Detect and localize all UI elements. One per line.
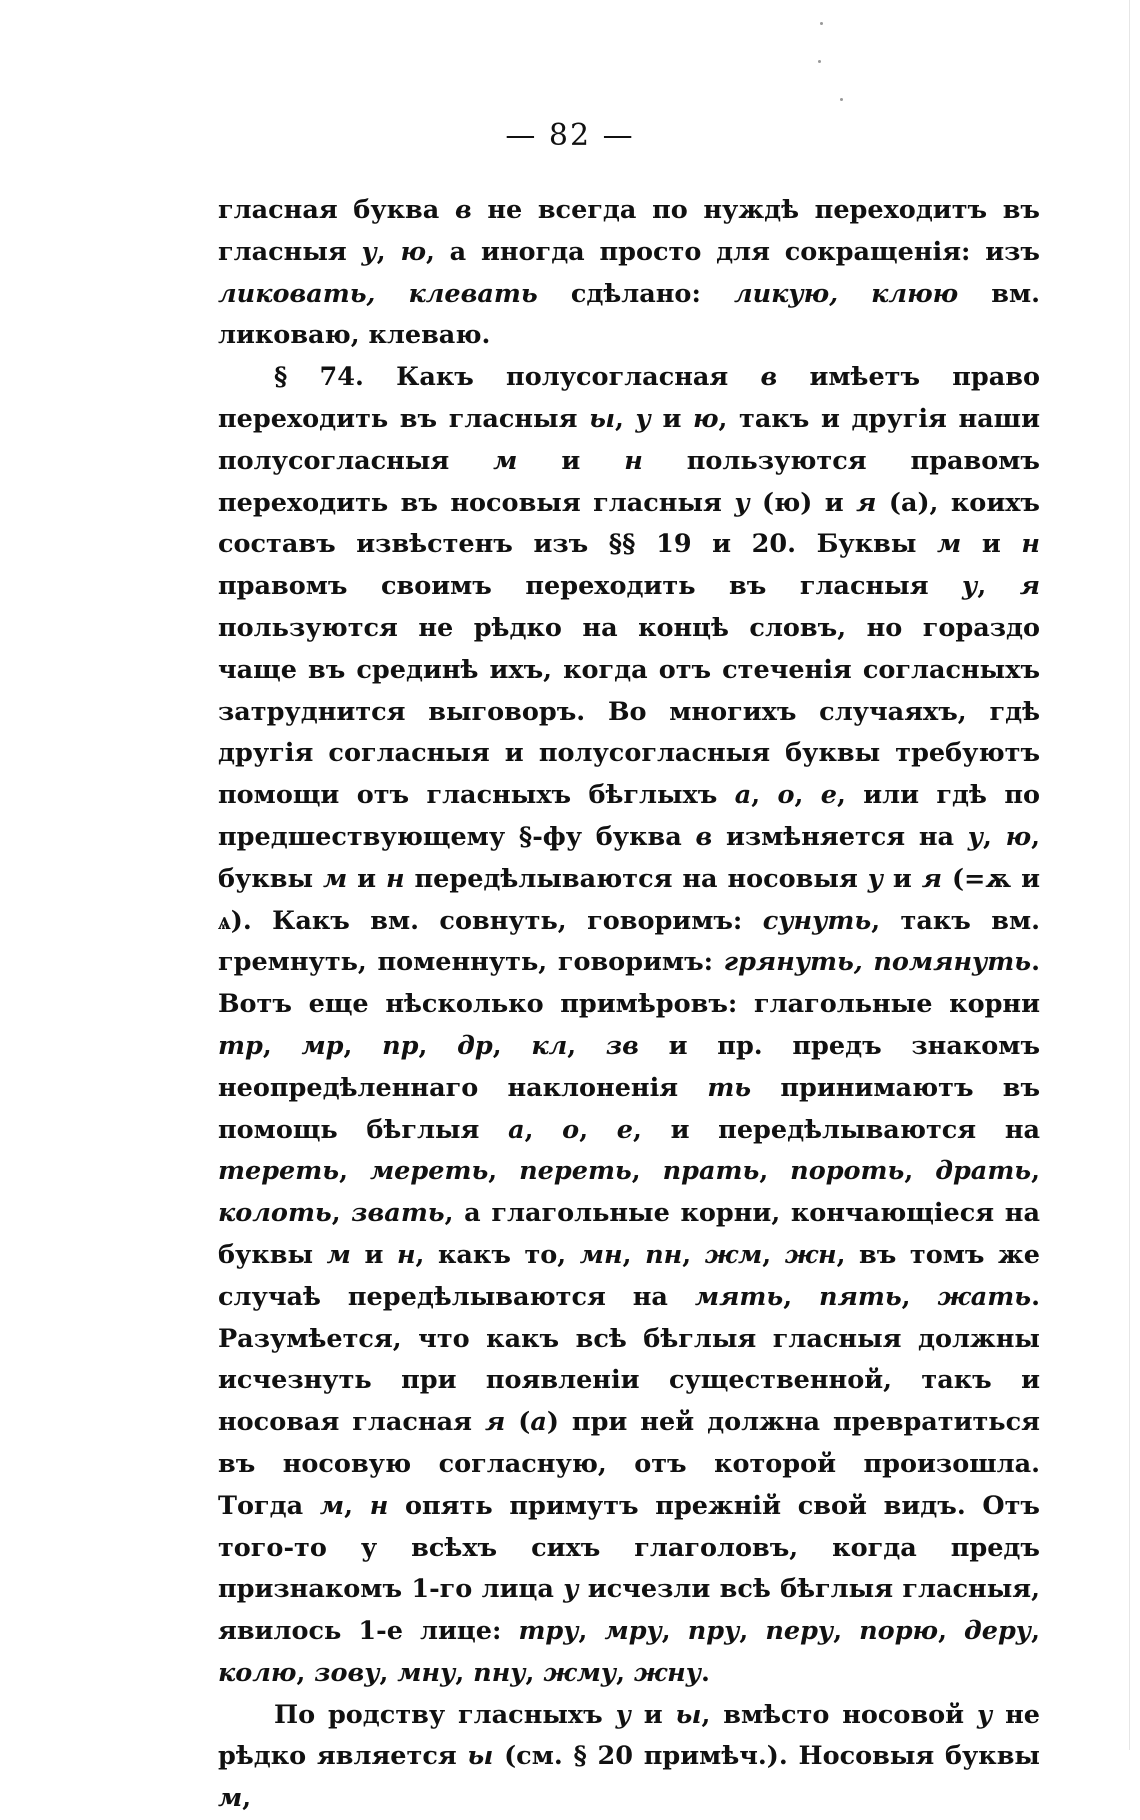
- text-run: и: [883, 863, 922, 894]
- italic-word: у: [734, 487, 750, 518]
- italic-word: н: [624, 445, 643, 476]
- margin-speck: [840, 98, 843, 101]
- italic-word: драть: [935, 1156, 1032, 1187]
- italic-word: ы: [589, 403, 616, 434]
- text-run: ,: [262, 1030, 302, 1061]
- text-run: , такъ и другія наши полусогласныя: [218, 403, 1040, 476]
- italic-word: о: [777, 780, 795, 811]
- text-run: ,: [525, 1657, 544, 1688]
- italic-word: звать: [351, 1198, 445, 1229]
- text-run: ,: [739, 1616, 766, 1647]
- text-run: , и передѣлываются на: [633, 1114, 1041, 1145]
- italic-word: о: [562, 1114, 580, 1145]
- page-number: — 82 —: [505, 118, 635, 153]
- text-run: ,: [567, 1030, 606, 1061]
- italic-word: ю: [693, 403, 719, 434]
- italic-word: жать: [937, 1281, 1032, 1312]
- text-run: и: [961, 529, 1022, 560]
- text-run: гласная буква: [218, 195, 455, 225]
- italic-word: зову: [314, 1657, 380, 1688]
- text-run: ,: [901, 1281, 938, 1312]
- italic-word: жму: [543, 1657, 617, 1688]
- text-run: ,: [977, 571, 1020, 602]
- italic-word: колоть: [218, 1198, 332, 1229]
- margin-speck: [820, 22, 823, 25]
- italic-word: н: [369, 1490, 389, 1521]
- text-run: (а), коихъ составъ извѣстенъ изъ §§ 19 и 20. Буквы: [218, 487, 1040, 560]
- italic-word: е: [820, 780, 837, 811]
- text-run: ,: [379, 1657, 398, 1688]
- text-body: [218, 190, 1040, 1820]
- text-run: принимаютъ въ помощь бѣглыя: [218, 1072, 1041, 1145]
- text-run: , а глагольные корни, кончающіеся на буквы: [218, 1198, 1040, 1270]
- italic-word: переть: [519, 1156, 632, 1187]
- page-edge-line: [1129, 0, 1130, 1750]
- text-run: ,: [682, 1239, 705, 1270]
- text-run: ,: [759, 1156, 791, 1187]
- italic-word: порю: [859, 1616, 939, 1647]
- text-run: , вмѣсто носовой: [701, 1699, 977, 1730]
- text-run: правомъ своимъ переходить въ гласныя: [218, 571, 963, 602]
- italic-word: тру: [518, 1616, 579, 1647]
- italic-word: пну: [473, 1657, 526, 1688]
- text-run: опять примутъ прежній свой видъ. Отъ того-то у всѣхъ сихъ глаголовъ, когда предъ признакомъ 1-го лица: [218, 1490, 1040, 1605]
- text-run: (: [505, 1407, 531, 1438]
- italic-word: жну: [633, 1657, 702, 1688]
- text-run: ,: [296, 1657, 315, 1688]
- italic-word: н: [385, 863, 405, 894]
- text-run: измѣняется на: [712, 821, 968, 852]
- text-run: ,: [578, 1616, 605, 1647]
- italic-word: грянуть, помянуть: [723, 947, 1032, 978]
- italic-word: а: [530, 1407, 547, 1438]
- text-run: и: [517, 445, 625, 476]
- text-run: ,: [455, 1657, 474, 1688]
- italic-word: у: [967, 821, 983, 852]
- text-run: не всегда по нуждѣ переходитъ въ гласныя: [218, 195, 1040, 267]
- text-run: (=ѫ и ѧ). Какъ вм. совнуть, говоримъ:: [218, 863, 1040, 936]
- italic-word: ю: [1005, 821, 1032, 852]
- italic-word: м: [319, 1490, 345, 1521]
- text-run: исчезли всѣ бѣглыя гласныя, явилось 1-е лице:: [218, 1574, 1040, 1647]
- italic-word: у: [962, 571, 978, 602]
- italic-word: у: [563, 1574, 579, 1605]
- text-run: ,: [376, 236, 401, 267]
- text-run: (см. § 20 примѣч.). Носовыя буквы: [493, 1741, 1040, 1772]
- text-run: ,: [1031, 1616, 1040, 1647]
- text-run: ,: [331, 1198, 352, 1229]
- text-run: ,: [751, 780, 778, 811]
- text-run: ,: [492, 1030, 532, 1061]
- text-run: имѣетъ право переходить въ гласныя: [218, 362, 1040, 434]
- text-run: . Вотъ еще нѣсколько примѣровъ: глагольные корни: [218, 947, 1040, 1020]
- text-run: ,: [344, 1490, 370, 1521]
- italic-word: тереть: [218, 1156, 340, 1187]
- italic-word: колю: [218, 1657, 297, 1688]
- text-run: , какъ то,: [415, 1239, 580, 1270]
- text-run: § 74. Какъ полусогласная: [274, 362, 761, 393]
- text-run: ,: [418, 1030, 458, 1061]
- italic-word: м: [326, 1239, 351, 1270]
- text-run: ) при ней должна превратиться въ носовую согласную, отъ которой произошла. Тогда: [218, 1407, 1040, 1521]
- text-run: ,: [1031, 1156, 1041, 1187]
- italic-word: м: [493, 445, 518, 476]
- italic-word: мн: [579, 1239, 623, 1270]
- text-run: ,: [616, 1657, 634, 1688]
- text-run: пользуются правомъ переходить въ носовыя гласныя: [218, 445, 1040, 518]
- text-run: сдѣлано:: [537, 278, 734, 309]
- italic-word: мну: [397, 1657, 456, 1688]
- text-run: , или гдѣ по предшествующему §-фу буква: [218, 780, 1040, 852]
- paragraph-section-74: [218, 357, 1040, 1695]
- text-run: и: [347, 863, 386, 894]
- italic-word: сунуть: [762, 905, 872, 936]
- text-run: , буквы: [218, 821, 1041, 894]
- text-run: передѣлываются на носовыя: [404, 863, 868, 894]
- italic-word: тр: [218, 1030, 263, 1061]
- text-run: пользуются не рѣдко на концѣ словъ, но гораздо чаще въ срединѣ ихъ, когда отъ стеченія согласныхъ затруднится выговоръ. Во многихъ случаяхъ, гдѣ другія согласныя и полусогласныя буквы требуютъ помощи отъ гласныхъ бѣглыхъ: [218, 612, 1040, 811]
- italic-word: мереть: [369, 1156, 489, 1187]
- paragraph-nasal-letters: [218, 1695, 1040, 1820]
- text-run: ,: [579, 1114, 617, 1145]
- text-run: , а иногда просто для сокращенія: изъ: [426, 236, 1040, 267]
- italic-word: у: [976, 1699, 993, 1730]
- italic-word: ликовать, клевать: [218, 278, 538, 309]
- italic-word: я: [1019, 571, 1040, 602]
- text-run: ,: [904, 1156, 936, 1187]
- text-run: не рѣдко является: [218, 1699, 1040, 1772]
- italic-word: н: [1021, 529, 1040, 560]
- text-run: ,: [339, 1156, 370, 1187]
- italic-word: пн: [645, 1239, 683, 1270]
- italic-word: м: [322, 863, 348, 894]
- italic-word: пр: [382, 1030, 419, 1061]
- text-run: ,: [783, 1281, 820, 1312]
- text-run: и: [650, 403, 693, 434]
- italic-word: кл: [531, 1030, 568, 1061]
- italic-word: зв: [605, 1030, 639, 1061]
- text-run: ,: [938, 1616, 965, 1647]
- text-run: ,: [631, 1156, 663, 1187]
- italic-word: я: [921, 863, 943, 894]
- text-run: (ю) и: [749, 487, 857, 518]
- text-run: , въ томъ же случаѣ передѣлываются на: [218, 1239, 1040, 1312]
- italic-word: др: [457, 1030, 493, 1061]
- italic-word: жм: [704, 1239, 763, 1270]
- italic-word: деру: [964, 1616, 1032, 1647]
- italic-word: мр: [301, 1030, 344, 1061]
- italic-word: н: [396, 1239, 416, 1270]
- text-run: ,: [615, 403, 636, 434]
- text-run: ,: [242, 1783, 252, 1814]
- italic-word: жн: [784, 1239, 837, 1270]
- italic-word: е: [616, 1114, 633, 1145]
- italic-word: у: [361, 236, 377, 267]
- italic-word: пять: [819, 1281, 902, 1312]
- text-run: ,: [343, 1030, 383, 1061]
- text-run: ,: [488, 1156, 520, 1187]
- italic-word: у: [615, 1699, 631, 1730]
- italic-word: м: [937, 529, 962, 560]
- text-run: ,: [661, 1616, 688, 1647]
- italic-word: а: [508, 1114, 525, 1145]
- italic-word: у: [867, 863, 883, 894]
- italic-word: пороть: [790, 1156, 905, 1187]
- text-run: вм. ликоваю, клеваю.: [218, 278, 1041, 351]
- margin-speck: [818, 60, 821, 63]
- text-run: По родству гласныхъ: [274, 1699, 616, 1730]
- text-run: , такъ вм. гремнуть, поменнуть, говоримъ:: [218, 905, 1040, 978]
- italic-word: я: [856, 487, 877, 518]
- text-run: . Разумѣется, что какъ всѣ бѣглыя гласныя должны исчезнуть при появленіи существенной, такъ и носовая гласная: [218, 1281, 1040, 1438]
- italic-word: в: [760, 362, 778, 393]
- text-run: ,: [794, 780, 821, 811]
- italic-word: перу: [765, 1616, 834, 1647]
- text-run: и: [630, 1699, 676, 1730]
- italic-word: в: [454, 195, 472, 225]
- text-run: ,: [833, 1616, 860, 1647]
- italic-word: а: [734, 780, 752, 811]
- italic-word: мять: [694, 1281, 784, 1312]
- italic-word: ю: [400, 236, 426, 267]
- paragraph-continuation: [218, 190, 1040, 357]
- text-run: и пр. предъ знакомъ неопредѣленнаго наклоненія: [218, 1030, 1041, 1103]
- italic-word: ть: [707, 1072, 752, 1103]
- italic-word: прать: [662, 1156, 760, 1187]
- italic-word: пру: [687, 1616, 740, 1647]
- italic-word: мру: [604, 1616, 662, 1647]
- text-run: ,: [762, 1239, 785, 1270]
- italic-word: у: [635, 403, 651, 434]
- text-run: ,: [982, 821, 1006, 852]
- italic-word: м: [218, 1783, 243, 1814]
- italic-word: в: [695, 821, 713, 852]
- italic-word: ы: [675, 1699, 702, 1730]
- italic-word: ликую, клюю: [733, 278, 959, 309]
- text-run: .: [701, 1657, 710, 1688]
- italic-word: ы: [467, 1741, 494, 1772]
- text-run: и: [350, 1239, 397, 1270]
- text-run: ,: [524, 1114, 563, 1145]
- italic-word: я: [484, 1407, 506, 1438]
- text-run: ,: [622, 1239, 646, 1270]
